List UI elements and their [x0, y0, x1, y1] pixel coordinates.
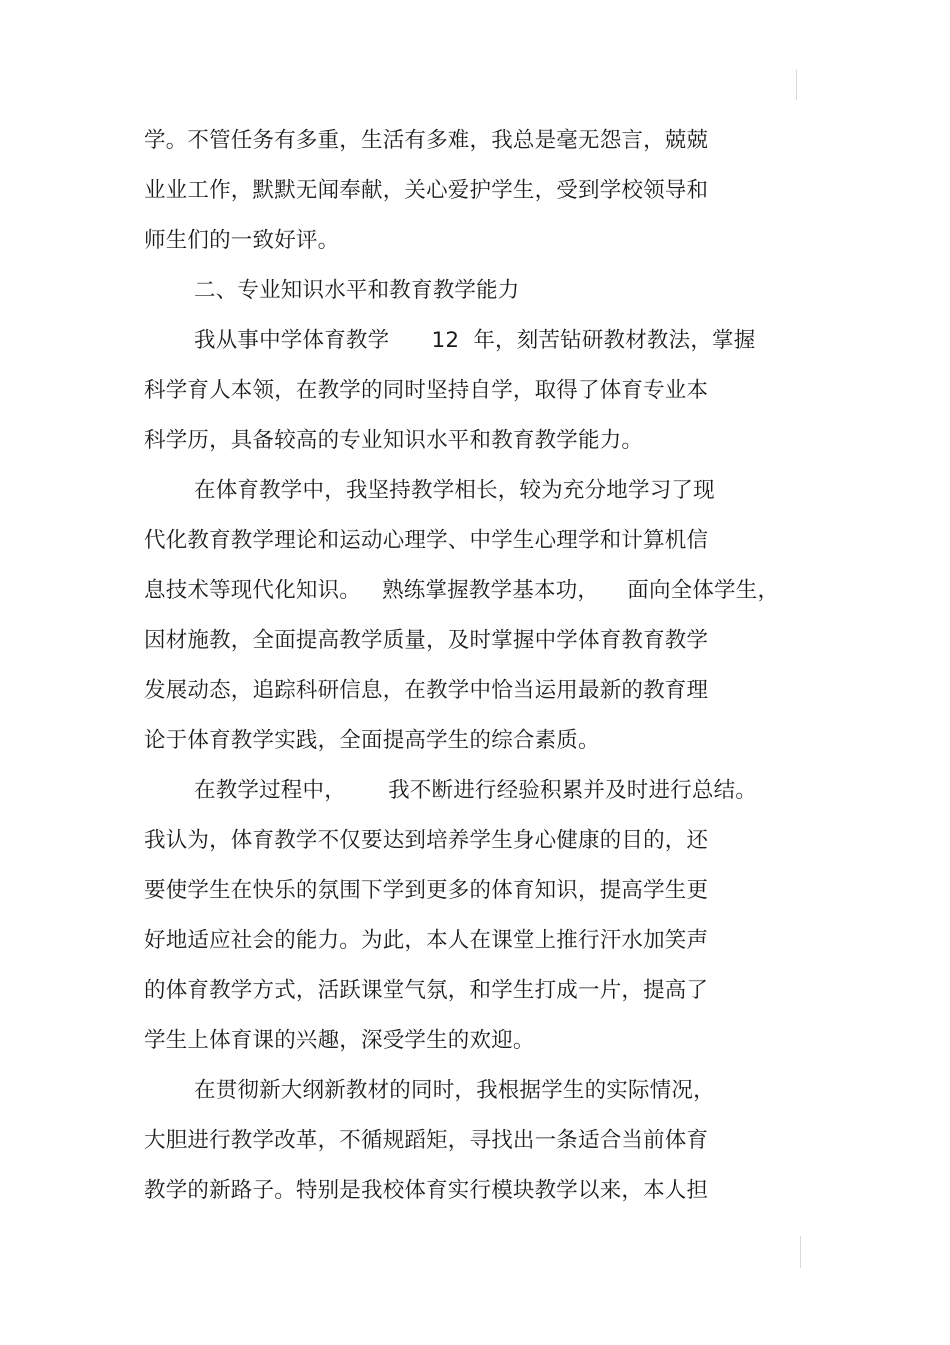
- text-line: 发展动态，追踪科研信息，在教学中恰当运用最新的教育理: [144, 678, 709, 703]
- text-line: 我认为，体育教学不仅要达到培养学生身心健康的目的，还: [144, 828, 709, 853]
- text-line: 师生们的一致好评。: [144, 228, 340, 253]
- text-line: 学。不管任务有多重，生活有多难，我总是毫无怨言，兢兢: [144, 128, 709, 153]
- page-corner-mark-top: [796, 70, 797, 100]
- text-line: 在贯彻新大纲新教材的同时，我根据学生的实际情况，: [194, 1078, 715, 1103]
- text-line: 在体育教学中，我坚持教学相长，较为充分地学习了现: [194, 478, 715, 503]
- text-line: 好地适应社会的能力。为此，本人在课堂上推行汗水加笑声: [144, 928, 709, 953]
- page-corner-mark-bottom: [800, 1236, 801, 1268]
- text-line: 我从事中学体育教学 12 年，刻苦钻研教材教法，掌握: [194, 328, 756, 353]
- text-line: 学生上体育课的兴趣，深受学生的欢迎。: [144, 1028, 535, 1053]
- text-line: 业业工作，默默无闻奉献，关心爱护学生，受到学校领导和: [144, 178, 709, 203]
- text-line: 的体育教学方式，活跃课堂气氛，和学生打成一片，提高了: [144, 978, 709, 1003]
- text-line: 息技术等现代化知识。 熟练掌握教学基本功， 面向全体学生，: [144, 578, 780, 603]
- text-line: 教学的新路子。特别是我校体育实行模块教学以来，本人担: [144, 1178, 709, 1203]
- section-heading: 二、专业知识水平和教育教学能力: [194, 278, 520, 303]
- text-line: 代化教育教学理论和运动心理学、中学生心理学和计算机信: [144, 528, 709, 553]
- text-line: 在教学过程中， 我不断进行经验积累并及时进行总结。: [194, 778, 758, 803]
- text-line: 因材施教，全面提高教学质量，及时掌握中学体育教育教学: [144, 628, 709, 653]
- text-line: 要使学生在快乐的氛围下学到更多的体育知识，提高学生更: [144, 878, 709, 903]
- text-line: 科学育人本领，在教学的同时坚持自学，取得了体育专业本: [144, 378, 709, 403]
- text-line: 大胆进行教学改革，不循规蹈矩，寻找出一条适合当前体育: [144, 1128, 709, 1153]
- text-line: 论于体育教学实践，全面提高学生的综合素质。: [144, 728, 600, 753]
- text-line: 科学历，具备较高的专业知识水平和教育教学能力。: [144, 428, 644, 453]
